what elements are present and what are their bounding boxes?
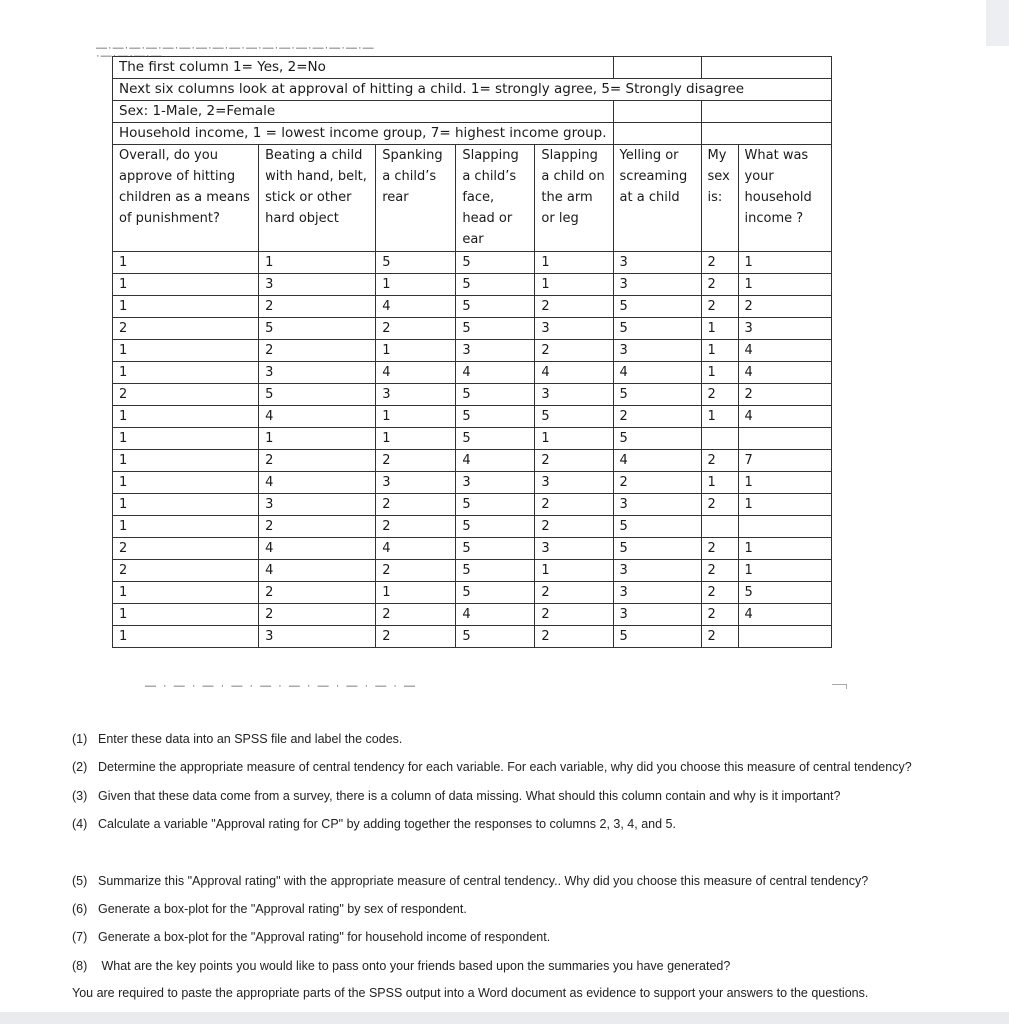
table-cell: 1 — [701, 472, 738, 494]
table-cell: 7 — [738, 450, 831, 472]
table-cell: 1 — [376, 582, 456, 604]
table-cell — [701, 428, 738, 450]
table-cell: 2 — [535, 340, 613, 362]
table-cell: 2 — [701, 538, 738, 560]
column-header: Beating a child with hand, belt, stick or other hard object — [259, 145, 376, 252]
table-row — [113, 626, 832, 648]
table-cell: 2 — [113, 318, 259, 340]
table-cell: 3 — [613, 560, 701, 582]
table-row — [113, 450, 832, 472]
table-cell: 3 — [259, 362, 376, 384]
table-cell: 2 — [376, 494, 456, 516]
table-cell: 2 — [701, 450, 738, 472]
table-cell: 2 — [701, 582, 738, 604]
table-cell — [701, 516, 738, 538]
table-cell: 3 — [535, 384, 613, 406]
table-cell: 5 — [456, 428, 535, 450]
table-cell: 2 — [738, 384, 831, 406]
column-header: Slapping a child’s face, head or ear — [456, 145, 535, 252]
table-row — [113, 274, 832, 296]
table-cell: 3 — [613, 604, 701, 626]
table-cell: 3 — [376, 472, 456, 494]
table-cell: 5 — [613, 538, 701, 560]
table-cell: 4 — [738, 340, 831, 362]
table-cell: 1 — [113, 296, 259, 318]
column-header: My sex is: — [701, 145, 738, 252]
table-row — [113, 296, 832, 318]
table-row — [113, 252, 832, 274]
note-row — [113, 57, 832, 79]
table-row — [113, 428, 832, 450]
table-cell: 2 — [259, 340, 376, 362]
note-cell: The first column 1= Yes, 2=No — [113, 57, 614, 79]
table-cell: 4 — [259, 472, 376, 494]
table-cell: 2 — [535, 296, 613, 318]
table-row — [113, 560, 832, 582]
table-cell: 2 — [113, 538, 259, 560]
table-cell: 2 — [259, 604, 376, 626]
table-cell: 1 — [113, 604, 259, 626]
table-cell: 2 — [376, 318, 456, 340]
table-cell: 5 — [613, 516, 701, 538]
table-cell: 4 — [738, 362, 831, 384]
table-cell: 1 — [738, 252, 831, 274]
table-cell: 3 — [259, 274, 376, 296]
table-cell: 2 — [613, 472, 701, 494]
table-cell: 1 — [738, 560, 831, 582]
column-header: Overall, do you approve of hitting children as a means of punishment? — [113, 145, 259, 252]
table-cell: 5 — [613, 626, 701, 648]
table-cell: 1 — [738, 274, 831, 296]
table-cell: 3 — [535, 472, 613, 494]
table-cell: 2 — [376, 626, 456, 648]
table-cell: 2 — [701, 274, 738, 296]
table-cell: 5 — [376, 252, 456, 274]
note-row — [113, 101, 832, 123]
table-cell: 5 — [456, 516, 535, 538]
note-cell: Next six columns look at approval of hitting a child. 1= strongly agree, 5= Strongly disagree — [113, 79, 832, 101]
table-cell: 1 — [113, 252, 259, 274]
table-cell: 1 — [535, 428, 613, 450]
table-cell: 5 — [259, 384, 376, 406]
table-cell: 2 — [113, 560, 259, 582]
question-item: (6) Generate a box-plot for the "Approval rating" by sex of respondent. — [72, 902, 467, 916]
table-cell: 1 — [376, 406, 456, 428]
table-cell: 1 — [113, 450, 259, 472]
table-cell: 3 — [535, 538, 613, 560]
table-cell: 3 — [613, 274, 701, 296]
table-cell: 5 — [456, 582, 535, 604]
table-cell: 3 — [376, 384, 456, 406]
table-cell: 4 — [535, 362, 613, 384]
table-cell: 1 — [113, 494, 259, 516]
table-cell: 4 — [376, 362, 456, 384]
table-cell: 1 — [376, 428, 456, 450]
table-cell: 2 — [701, 296, 738, 318]
table-cell: 4 — [259, 538, 376, 560]
table-cell: 1 — [113, 516, 259, 538]
table-cell: 1 — [535, 560, 613, 582]
table-cell: 1 — [738, 538, 831, 560]
table-row — [113, 318, 832, 340]
table-cell: 4 — [456, 604, 535, 626]
table-cell: 5 — [456, 274, 535, 296]
note-cell: Household income, 1 = lowest income group, 7= highest income group. — [113, 123, 614, 145]
footer-instruction: You are required to paste the appropriate parts of the SPSS output into a Word document as evidence to support your answers to the questions. — [72, 986, 869, 1000]
header-row — [113, 145, 832, 252]
table-row — [113, 340, 832, 362]
table-cell: 1 — [738, 472, 831, 494]
page-edge-bottom — [0, 1012, 1009, 1024]
table-cell: 5 — [535, 406, 613, 428]
table-cell: 5 — [456, 538, 535, 560]
table-cell: 1 — [113, 406, 259, 428]
table-row — [113, 384, 832, 406]
table-cell: 2 — [535, 582, 613, 604]
table-cell: 5 — [259, 318, 376, 340]
table-cell: 3 — [535, 318, 613, 340]
table-cell: 4 — [738, 604, 831, 626]
table-cell: 4 — [259, 406, 376, 428]
table-cell: 1 — [259, 428, 376, 450]
table-cell: 3 — [613, 252, 701, 274]
page-edge-right — [986, 0, 1009, 46]
table-cell: 2 — [259, 450, 376, 472]
table-cell: 1 — [259, 252, 376, 274]
table-cell: 2 — [535, 494, 613, 516]
table-cell: 1 — [535, 274, 613, 296]
table-cell: 2 — [535, 516, 613, 538]
table-cell: 1 — [113, 428, 259, 450]
question-item: (1) Enter these data into an SPSS file and label the codes. — [72, 732, 403, 746]
table-cell: 1 — [701, 406, 738, 428]
table-cell: 3 — [259, 494, 376, 516]
table-cell: 2 — [113, 384, 259, 406]
table-cell — [738, 626, 831, 648]
question-item: (3) Given that these data come from a survey, there is a column of data missing. What should this column contain and why is it important? — [72, 789, 841, 803]
table-cell: 4 — [376, 296, 456, 318]
table-cell: 4 — [613, 362, 701, 384]
table-cell: 1 — [701, 362, 738, 384]
column-header: Spanking a child’s rear — [376, 145, 456, 252]
table-cell: 5 — [613, 318, 701, 340]
table-row — [113, 494, 832, 516]
cropped-text-line-bottom: — · — · — · — · — · — · — · — · — · — — [145, 680, 417, 692]
table-cell: 2 — [259, 516, 376, 538]
table-cell: 3 — [738, 318, 831, 340]
table-cell: 3 — [259, 626, 376, 648]
table-cell: 5 — [456, 384, 535, 406]
table-cell: 1 — [113, 582, 259, 604]
table-cell: 2 — [701, 560, 738, 582]
table-cell: 2 — [259, 296, 376, 318]
table-cell: 2 — [701, 626, 738, 648]
table-cell: 2 — [535, 450, 613, 472]
table-cell: 1 — [701, 340, 738, 362]
table-cell: 2 — [376, 604, 456, 626]
table-row — [113, 516, 832, 538]
table-cell: 4 — [376, 538, 456, 560]
table-cell: 4 — [456, 362, 535, 384]
table-cell: 5 — [456, 626, 535, 648]
table-cell: 5 — [456, 406, 535, 428]
table-cell: 1 — [376, 274, 456, 296]
table-cell: 5 — [456, 252, 535, 274]
table-cell: 3 — [613, 340, 701, 362]
table-cell: 2 — [535, 604, 613, 626]
table-cell: 1 — [738, 494, 831, 516]
table-cell: 4 — [259, 560, 376, 582]
table-cell: 2 — [738, 296, 831, 318]
table-row — [113, 406, 832, 428]
table-row — [113, 604, 832, 626]
table-cell: 5 — [456, 318, 535, 340]
table-cell: 1 — [113, 340, 259, 362]
table-cell: 2 — [535, 626, 613, 648]
question-item: (4) Calculate a variable "Approval rating for CP" by adding together the responses to columns 2, 3, 4, and 5. — [72, 817, 676, 831]
table-cell: 2 — [701, 384, 738, 406]
question-item: (7) Generate a box-plot for the "Approval rating" for household income of respondent. — [72, 930, 551, 944]
table-cell: 1 — [113, 472, 259, 494]
table-cell: 2 — [376, 450, 456, 472]
table-cell: 2 — [701, 252, 738, 274]
table-corner-mark — [832, 684, 847, 689]
table-cell: 3 — [456, 340, 535, 362]
table-cell — [738, 428, 831, 450]
note-cell: Sex: 1-Male, 2=Female — [113, 101, 614, 123]
table-row — [113, 538, 832, 560]
table-cell: 5 — [613, 428, 701, 450]
table-row — [113, 362, 832, 384]
table-cell: 2 — [259, 582, 376, 604]
table-cell: 1 — [113, 626, 259, 648]
note-row — [113, 123, 832, 145]
table-cell: 3 — [613, 582, 701, 604]
question-item: (2) Determine the appropriate measure of central tendency for each variable. For each variable, why did you choose this measure of central tendency? — [72, 760, 912, 774]
table-cell: 4 — [456, 450, 535, 472]
column-header: What was your household income ? — [738, 145, 831, 252]
table-cell: 3 — [613, 494, 701, 516]
table-cell: 1 — [376, 340, 456, 362]
table-cell: 2 — [613, 406, 701, 428]
column-header: Yelling or screaming at a child — [613, 145, 701, 252]
table-cell: 5 — [613, 384, 701, 406]
question-item: (8) What are the key points you would like to pass onto your friends based upon the summaries you have generated? — [72, 959, 731, 973]
column-header: Slapping a child on the arm or leg — [535, 145, 613, 252]
table-row — [113, 472, 832, 494]
table-cell — [738, 516, 831, 538]
table-row — [113, 582, 832, 604]
cropped-text-line: —·—·—·—·—·—·—·—·—·—·—·—·—·—·—·—·—·—·—·—·— — [96, 42, 375, 62]
survey-data-table — [112, 56, 832, 648]
table-cell: 2 — [701, 604, 738, 626]
table-cell: 5 — [456, 494, 535, 516]
table-cell: 4 — [738, 406, 831, 428]
table-cell: 5 — [613, 296, 701, 318]
table-cell: 4 — [613, 450, 701, 472]
table-cell: 2 — [376, 560, 456, 582]
note-row — [113, 79, 832, 101]
table-cell: 5 — [456, 296, 535, 318]
table-cell: 1 — [701, 318, 738, 340]
question-item: (5) Summarize this "Approval rating" with the appropriate measure of central tendency.. Why did you choose this measure of central tendency? — [72, 874, 869, 888]
table-cell: 3 — [456, 472, 535, 494]
table-cell: 1 — [535, 252, 613, 274]
table-cell: 2 — [701, 494, 738, 516]
table-cell: 1 — [113, 362, 259, 384]
table-cell: 5 — [738, 582, 831, 604]
table-cell: 1 — [113, 274, 259, 296]
table-cell: 5 — [456, 560, 535, 582]
table-cell: 2 — [376, 516, 456, 538]
